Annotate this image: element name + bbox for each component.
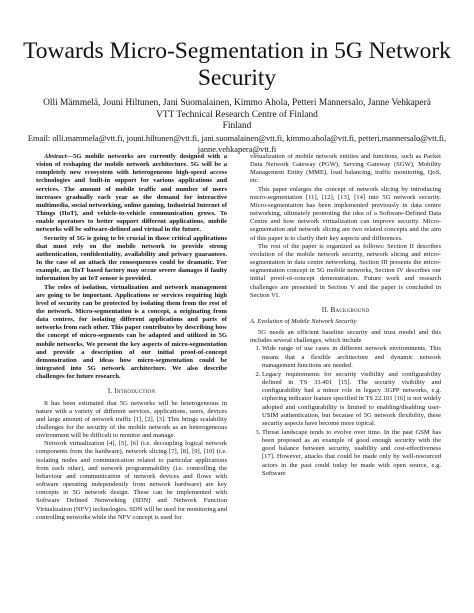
email-line-2: janne.vehkapera@vtt.fi [197, 145, 277, 154]
section-heading-introduction: I. Introduction [107, 387, 156, 396]
abstract-paragraph-1: Abstract—5G mobile networks are currently designed with a vision of reshaping the mobile network architecture. 5G will be a completely new ecosystem with heterogeneous high-speed access technologies and built-in support for various applications and services. The amount of mobile traffic and number of users increases gradually each year as the demand for interactive multimedia, social networking, online gaming, Industrial Internet of Things (IIoT), and vehicle-to-vehicle communication grows. To enable operators to better support different applications, mobile networks will be software-defined and virtual in the future. [36, 153, 227, 234]
affiliation: VTT Technical Research Centre of Finland [156, 109, 318, 120]
list-item: 2. Legacy requirements for security visibility and configurability defined in TS 33.401 [15]. The security visibility and configurability had a minor role in legacy 3GPP networks, e.g. ciphering indicator feature specified in TS 22.101 [16] is not widely adopted and configurability is limited to enabling/disabling user-USIM authentication, but because of 5G network flexibility, these security aspects have become more topical. [262, 371, 441, 428]
right-paragraph-2: This paper enlarges the concept of network slicing by introducing micro-segmentation [11], [12], [13], [14] into 5G network security. Micro-segmentation has been implemented previously in data centre networking, ultimately promoting the idea of a Software-Defined Data Centre and how network virtualization can improve security. Micro-segmentation and network slicing are two related concepts and the aim of this paper is to clarify their key aspects and differences. [250, 185, 441, 242]
paper-title: Towards Micro-Segmentation in 5G Network Security [23, 38, 451, 91]
author-names: Olli Mämmelä, Jouni Hiltunen, Jani Suomalainen, Kimmo Ahola, Petteri Mannersalo, Janne Vehkaperä [43, 98, 431, 108]
author-block [20, 98, 454, 156]
section-heading-background: II. Background [321, 305, 370, 314]
abstract-paragraph-2: Security of 5G is going to be crucial in those critical applications that must rely on the mobile network to provide strong authentication, confidentiality, availability and privacy guarantees. In the case of an attack the consequences could be dramatic. For example, an IIoT based factory may occur severe damages if faulty information by an IoT sensor is provided. [36, 234, 227, 283]
abstract-paragraph-3: The roles of isolation, virtualization and network management are going to be important. Applications or services requiring high level of security can be protected by isolating them from the rest of the network. Micro-segmentation is a concept, a originating from data centres, for isolating different applications and parts of networks from each other. This paper contributes by describing how the concept of micro-segments can be adapted and utilized in 5G mobile networks. We present the key aspects of micro-segmentation and provide a description of our initial proof-of-concept demonstration and ideas how micro-segmentation could be integrated into 5G network architecture. We also describe challenges for future research. [36, 283, 227, 381]
right-paragraph-1: virtualization of mobile network entities and functions, such as Packet Data Network Gateway (PGW), Serving Gateway (SGW), Mobility Management Entity (MME), load balancing, traffic monitoring, QoS, etc. [250, 153, 441, 185]
intro-paragraph-2: Network virtualization [4], [5], [6] (i.e. decoupling logical network components from the hardware), network slicing [7], [8], [9], [10] (i.e. isolating nodes and communication related to particular applications from each other), and network programmability (i.e. controlling the behaviour and communication of network devices and flows with software operating independently from network hardware) are key concepts in 5G network design. These can be implemented with Software Defined Networking (SDN) and Network Function Virtualization (NFV) technologies. SDN will be used for monitoring and controlling networks while the NFV concept is used for [36, 440, 227, 521]
left-column [36, 153, 227, 522]
right-paragraph-4: 5G needs an efficient baseline security and trust model and this includes several challenges, which include [250, 329, 441, 345]
abstract-label: Abstract [44, 153, 67, 160]
right-column [250, 153, 441, 479]
country: Finland [222, 121, 252, 131]
right-paragraph-3: The rest of the paper is organized as follows: Section II describes evolution of the mobile network security, network slicing and micro-segmentation in data centre networking. Section III presents the micro-segmentation concept in 5G mobile networks, Section IV describes our initial proof-of-concept demonstration. Future work and research challenges are presented in Section V and the paper is concluded in Section VI. [250, 242, 441, 299]
list-item: 3. Threat landscape tends to evolve over time. In the past GSM has been proposed as an example of good enough security with the good balance between security, usability and cost-effectiveness [17]. However, attacks that could be made only by well-resourced actors in the past could today be made with open source, e.g. Software [262, 429, 441, 478]
intro-paragraph-1: It has been estimated that 5G networks will be heterogeneous in nature with a variety of different services, applications, users, devices and large amount of network traffic [1], [2], [3]. This brings scalability challenges for the security of the mobile network as an heterogeneous environment will be difficult to monitor and manage. [36, 399, 227, 440]
subsection-heading-evolution: A. Evolution of Mobile Network Security [250, 317, 357, 325]
challenge-list [250, 345, 441, 478]
abstract [36, 153, 227, 381]
email-line-1: Email: olli.mammela@vtt.fi, jouni.hiltunen@vtt.fi, jani.suomalainen@vtt.fi, kimmo.ahola@vtt.fi, petteri.mannersalo@vtt.fi, [27, 133, 447, 143]
list-item: 1. Wide range of use cases in different network environments. This means that a flexible architecture and dynamic network management functions are needed. [262, 345, 441, 369]
